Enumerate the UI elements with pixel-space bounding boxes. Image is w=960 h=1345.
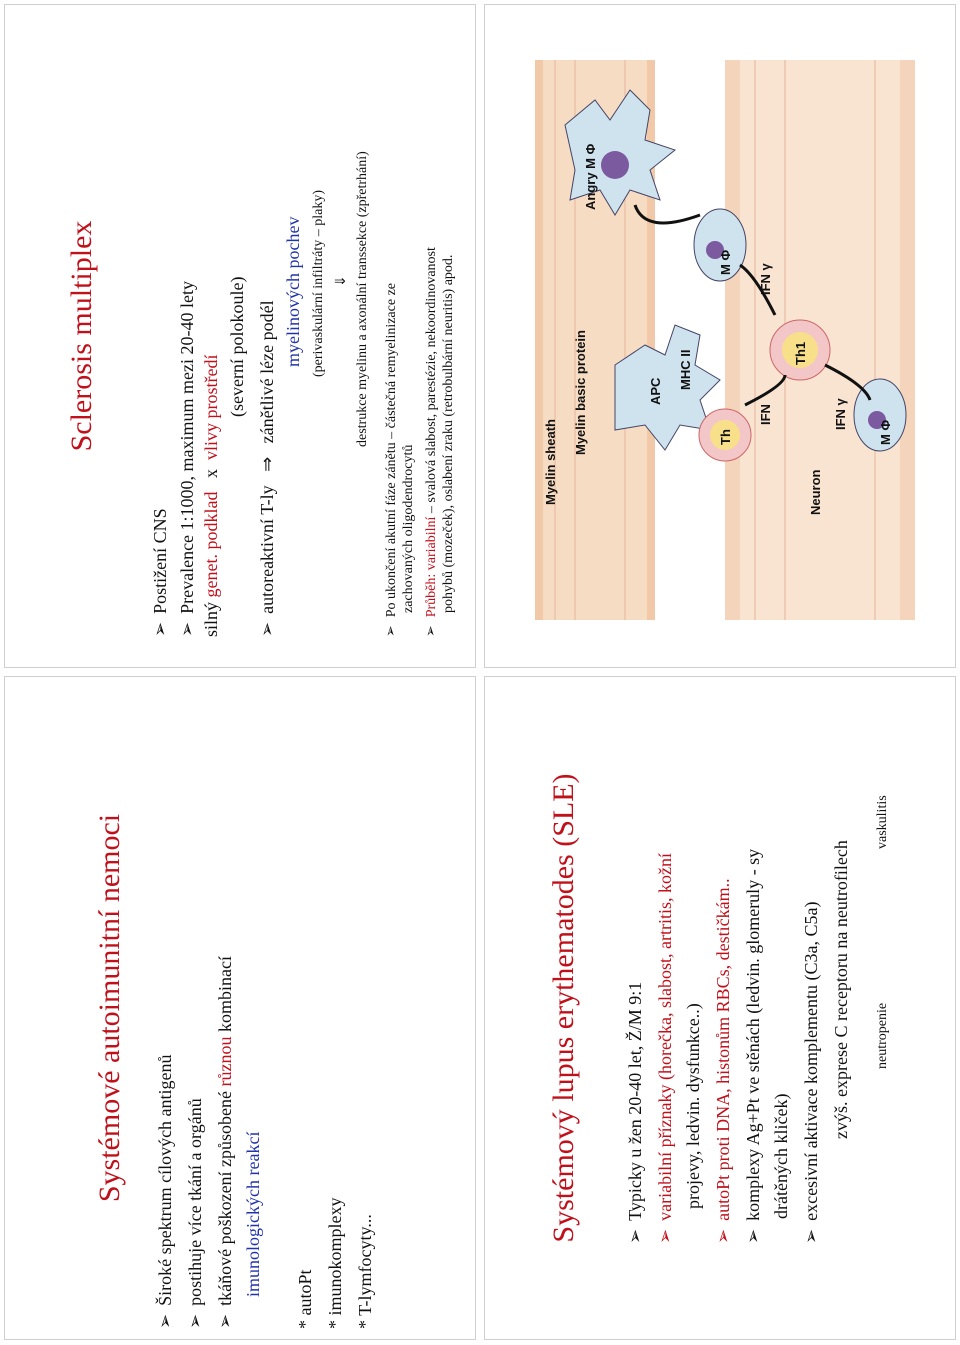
text-line: ➢ excesivní aktivace komplementu (C3a, C5a) — [801, 902, 822, 1245]
label-ifn: IFN — [758, 404, 773, 425]
text-line: ➢ Široké spektrum cílových antigenů — [155, 1054, 176, 1329]
label-th1: Th1 — [793, 341, 808, 365]
label-macrophage: M Φ — [878, 419, 893, 445]
label-th: Th — [718, 429, 733, 445]
slide-title: Sclerosis multiplex — [65, 220, 98, 452]
text-line: drátěných kliček) — [771, 1093, 791, 1219]
text-line: (severní polokoule) — [227, 276, 247, 417]
text-line: silný genet. podklad x vlivy prostředí — [201, 354, 221, 637]
label-apc: APC — [648, 377, 663, 405]
slide-title: Systémový lupus erythematodes (SLE) — [547, 773, 580, 1243]
slide-systemic-autoimmune — [4, 676, 476, 1340]
slide-title: Systémové autoimunitní nemoci — [93, 813, 126, 1203]
label-myelin-sheath: Myelin sheath — [543, 419, 558, 505]
text-line: ➢ Prevalence 1:1000, maximum mezi 20-40 lety — [177, 281, 198, 637]
text-line: ➢ Průběh: variabilní – svalová slabost, parestézie, nekoordinovanost — [423, 247, 440, 637]
text-line: neutropenie — [875, 1002, 890, 1069]
text-line: ➢ variabilní příznaky (horečka, slabost, artritis, kožní — [655, 853, 676, 1244]
label-macrophage: M Φ — [718, 249, 733, 275]
label-neuron: Neuron — [808, 469, 823, 515]
text-line: projevy, ledvin. dysfunkce..) — [683, 1003, 703, 1209]
text-line: zvýš. exprese C receptoru na neutrofilech — [831, 840, 851, 1139]
text-line: ➢ autoreaktivní T-ly ⇒ zánětlivé léze podél — [257, 300, 278, 637]
slide-sclerosis-multiplex — [4, 4, 476, 668]
text-line: myelinových pochev — [283, 216, 303, 367]
text-line: destrukce myelinu a axonální transsekce (zpřetrhání) — [355, 151, 370, 447]
label-mhc: MHC II — [678, 349, 693, 390]
text-line: imunologických reakcí — [243, 1131, 263, 1297]
text-line: vaskulitis — [875, 795, 890, 849]
slide-diagram — [484, 4, 956, 668]
text-line: ➢ Typicky u žen 20-40 let, Ž/M 9:1 — [625, 982, 646, 1244]
text-line: ➢ postihuje více tkání a orgánů — [185, 1098, 206, 1329]
text-line: * autoPt — [295, 1269, 315, 1329]
slide-sle — [484, 676, 956, 1340]
ms-diagram — [485, 5, 955, 667]
label-mbp: Myelin basic protein — [573, 330, 588, 455]
text-line: ➢ Postižení CNS — [150, 508, 171, 637]
text-line: (perivaskulární infiltráty – plaky) — [311, 190, 326, 377]
label-ifng: IFN γ — [758, 263, 773, 295]
text-line: pohybů (mozeček), oslabení zraku (retrobulbární neuritis) apod. — [441, 254, 456, 613]
text-line: * imunokomplexy — [325, 1197, 345, 1329]
text-line: zachovaných oligodendrocytů — [401, 444, 416, 613]
text-line: ➢ komplexy Ag+Pt ve stěnách (ledvin. glomeruly - sy — [743, 849, 764, 1244]
text-line: ➢ tkáňové poškození způsobené různou kombinací — [215, 956, 236, 1329]
label-ifng: IFN γ — [833, 398, 848, 430]
text-line: * T-lymfocyty... — [355, 1214, 375, 1329]
arrow-down: ⇓ — [334, 275, 349, 287]
label-angry-macrophage: Angry M Φ — [583, 143, 598, 210]
text-line: ➢ autoPt proti DNA, histonům RBCs, destičkám.. — [713, 878, 734, 1244]
text-line: ➢ Po ukončení akutní fáze zánětu – částečná remyelinizace ze — [383, 283, 400, 637]
